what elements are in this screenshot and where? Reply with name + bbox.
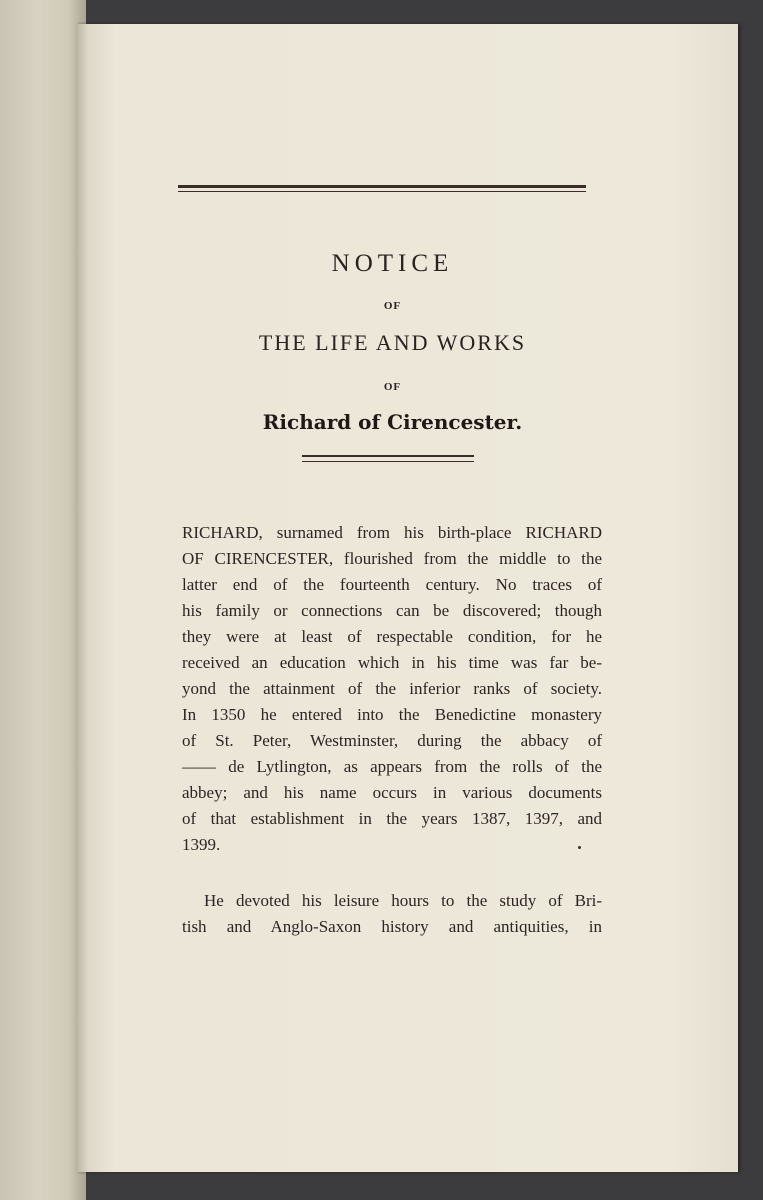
middle-double-rule bbox=[302, 455, 474, 462]
paragraph-1-line: of that establishment in the years 1387, 1397, and bbox=[182, 809, 602, 828]
title-richard-of-cirencester: Richard of Cirencester. bbox=[262, 410, 523, 434]
facing-page-edge bbox=[0, 0, 86, 1200]
paragraph-1-line: latter end of the fourteenth century. No traces of bbox=[182, 575, 602, 594]
paragraph-1-line: his family or connections can be discovered; though bbox=[182, 601, 602, 620]
ink-speck bbox=[578, 846, 581, 849]
title-notice: NOTICE bbox=[331, 250, 454, 277]
paragraph-2 bbox=[182, 888, 602, 940]
title-of-2: OF bbox=[383, 381, 402, 393]
paragraph-1-line: 1399. bbox=[182, 835, 221, 854]
top-double-rule bbox=[178, 185, 586, 192]
paragraph-1 bbox=[182, 520, 602, 858]
paragraph-1-line: RICHARD, surnamed from his birth-place RICHARD bbox=[182, 523, 602, 542]
paragraph-2-line: tish and Anglo-Saxon history and antiquities, in bbox=[182, 917, 602, 936]
paragraph-1-line: they were at least of respectable condition, for he bbox=[182, 627, 602, 646]
paragraph-1-line: received an education which in his time was far be- bbox=[182, 653, 602, 672]
paragraph-1-line: yond the attainment of the inferior ranks of society. bbox=[182, 679, 602, 698]
paragraph-1-line: In 1350 he entered into the Benedictine monastery bbox=[182, 705, 602, 724]
paragraph-1-line: OF CIRENCESTER, flourished from the middle to the bbox=[182, 549, 602, 568]
paragraph-1-line: —— de Lytlington, as appears from the rolls of the bbox=[182, 757, 602, 776]
paragraph-2-line: He devoted his leisure hours to the study of Bri- bbox=[204, 891, 602, 910]
title-life-and-works: THE LIFE AND WORKS bbox=[258, 330, 527, 355]
paragraph-1-line: of St. Peter, Westminster, during the abbacy of bbox=[182, 731, 602, 750]
paragraph-1-line: abbey; and his name occurs in various documents bbox=[182, 783, 602, 802]
title-of-1: OF bbox=[383, 300, 402, 312]
